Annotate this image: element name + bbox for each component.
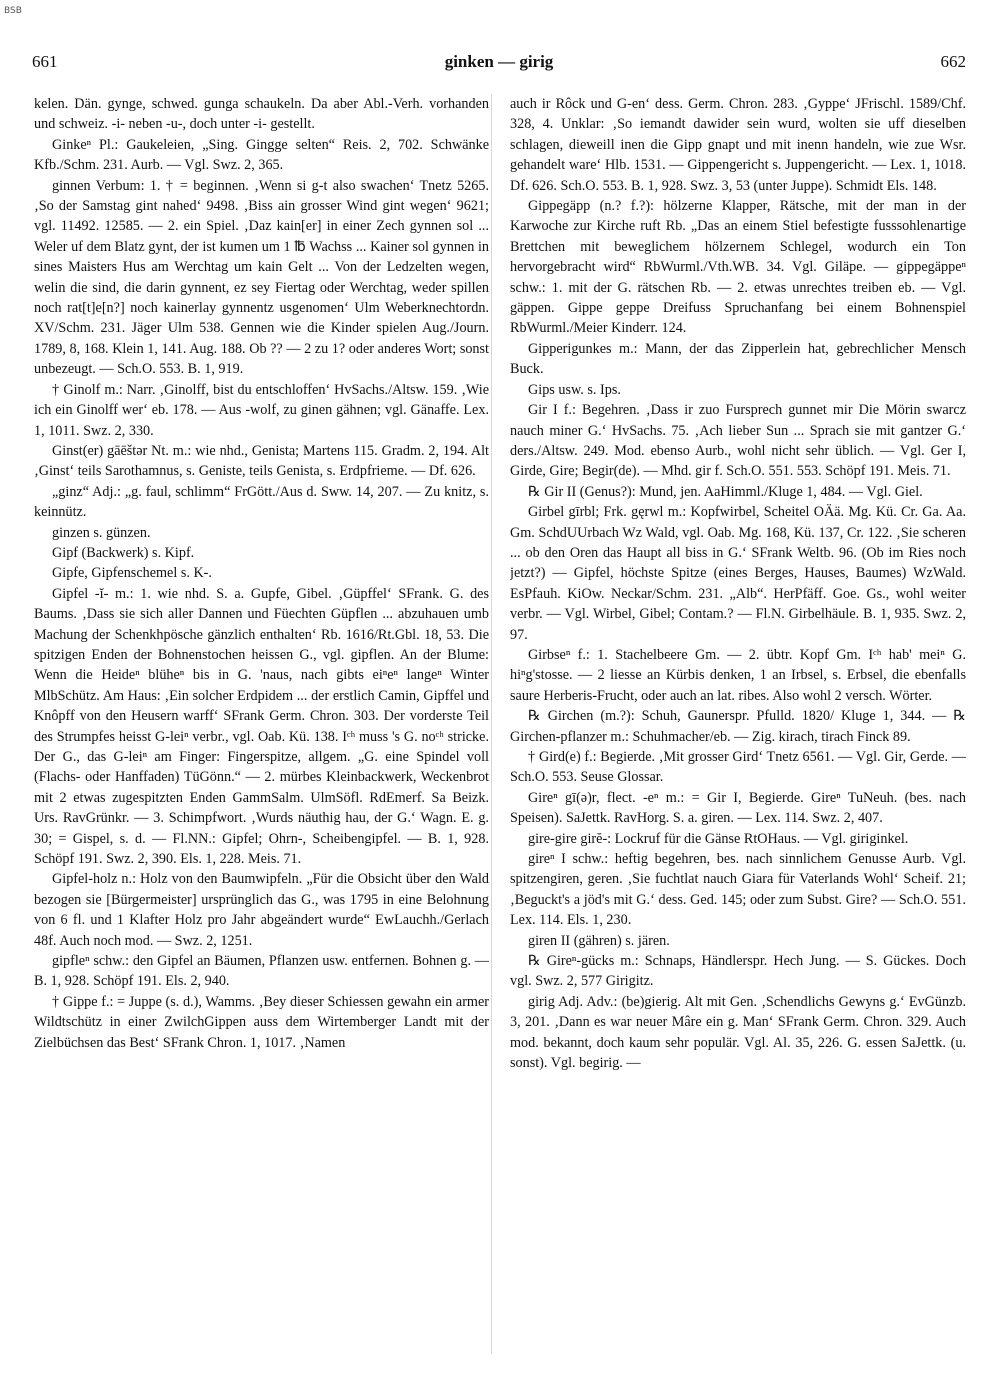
dictionary-entry: Girbseⁿ f.: 1. Stachelbeere Gm. — 2. übtr. Kopf Gm. Iᶜʰ hab' meiⁿ G. hiⁿg'stosse. — 2 liesse an Kürbis denken, 1 an Irbsel, s. Erbsel, die ebenfalls saure Herberis-Frucht, oder auch an lat. ribes. Also wohl 2 versch. Wörter.: [510, 646, 966, 704]
column-divider: [491, 94, 492, 1354]
library-stamp: BSB: [4, 6, 22, 16]
dictionary-entry: gipfleⁿ schw.: den Gipfel an Bäumen, Pflanzen usw. entfernen. Bohnen g. — B. 1, 928. Schöpf 191. Els. 2, 940.: [34, 953, 489, 990]
dictionary-entry: Ginkeⁿ Pl.: Gaukeleien, „Sing. Gingge selten“ Reis. 2, 702. Schwänke Kfb./Schm. 231. Aurb. — Vgl. Swz. 2, 365.: [34, 136, 489, 174]
dictionary-entry: ℞ Girchen (m.?): Schuh, Gaunerspr. Pfulld. 1820/ Kluge 1, 344. — ℞ Girchen-pflanzer m.: Schuhmacher/eb. — Zig. kirach, tirach Finck 89.: [510, 708, 966, 745]
dictionary-entry: „ginz“ Adj.: „g. faul, schlimm“ FrGött./Aus d. Sww. 14, 207. — Zu knitz, s. keinnütz.: [34, 483, 489, 521]
dictionary-entry: † Gird(e) f.: Begierde. ‚Mit grosser Gird‘ Tnetz 6561. — Vgl. Gir, Gerde. — Sch.O. 553. Seuse Glossar.: [510, 749, 966, 786]
dictionary-entry: Gipf (Backwerk) s. Kipf.: [52, 544, 195, 561]
running-title: ginken — girig: [444, 52, 554, 71]
dictionary-entry: Gipfe, Gipfenschemel s. K-.: [52, 565, 212, 582]
dictionary-entry: ℞ Gir II (Genus?): Mund, jen. AaHimml./Kluge 1, 484. — Vgl. Giel.: [528, 483, 923, 500]
dictionary-entry: Gippegäpp (n.? f.?): hölzerne Klapper, Rätsche, mit der man in der Karwoche zur Kirche ruft Rb. „Das an einem Stiel befestigte fusssohlenartige Brettchen mit beweglichem hölzernem Schlegel, wodurch ein Ton hervorgebracht wird“ RbWurml./Vth.WB. 34. Vgl. Giläpe. — gippegäppeⁿ schw.: 1. mit der G. rätschen Rb. — 2. etwas unrechtes treiben eb. — Vgl. gäppen. Gippe geppe Dreifuss Spruchanfang bei einem Bohnenspiel RbWurml./Meier Kinderr. 124.: [510, 198, 966, 337]
dictionary-entry: Gips usw. s. Ips.: [528, 381, 621, 398]
dictionary-entry: Girbel gīrbl; Frk. gęrwl m.: Kopfwirbel, Scheitel OÄä. Mg. Kü. Cr. Ga. Aa. Gm. SchdUUrbach Wz Wald, vgl. Oab. Mg. 168, Kü. 137, Cr. 122. ‚Sie scheren ... ob den Oren das Haupt all biss in G.‘ SFrank Weltb. 96. (Ob im Ries noch jetzt?) — Gipfel, höchste Spitze (eines Berges, Hauses, Baumes) WzWald. EsPfauh. KiOw. Neckar/Schm. 231. „Alb“. HerPfäff. Goe. Gs., wohl weiter verbr. — Vgl. Wirbel, Gibel; Contam.? — Fl.N. Girbelhäule. B. 1, 935. Swz. 2, 97.: [510, 504, 966, 643]
page-header: [32, 52, 966, 76]
dictionary-entry: Gipfel -ĭ- m.: 1. wie nhd. S. a. Gupfe, Gibel. ‚Güpffel‘ SFrank. G. des Baums. ‚Dass sie sich aller Dannen und Füechten Güpflen ... abzuhauen umb Machung der Schenkhpösche gänzlich enthalten‘ Rb. 1616/Rt.Gbl. 18, 53. Die spitzigen Enden der Bohnenstochen heissen G., vgl. gipflen. An der Blume: Wenn die Heideⁿ blüheⁿ bis in G. 'naus, nach gibts eiⁿeⁿ langeⁿ Winter MlbSchütz. Am Haus: ‚Ein solcher Erdpidem ... der erstlich Camin, Gipffel und Knôpff von den Heusern warff‘ SFrank Germ. Chron. 303. Der vorderste Teil des Strumpfes heisst G-leiⁿ verbr., vgl. Oab. Kü. 138. Iᶜʰ muss 's G. noᶜʰ stricke. Der G., das G-leiⁿ am Finger: Fingerspitze, allgem. „G. eine Spindel voll (Flachs- oder Hanffaden) TüGönn.“ — 2. mürbes Kleinbackwerk, Weckenbrot mit 2 etwas zugespitzten Enden GammSalm. UlmSöfl. RdEmerf. Sa Beizk. Urs. RavGrünkr. — 3. Schimpfwort. ‚Wurds näuthig hau, der G.‘ Wagn. E. g. 30; = Gispel, s. d. — Fl.NN.: Gipfel; Ohrn-, Scheibengipfel. — B. 1, 928. Schöpf 191. Swz. 2, 390. Els. 1, 228. Meis. 71.: [34, 585, 489, 868]
dictionary-entry: Ginst(er) gāēštər Nt. m.: wie nhd., Genista; Martens 115. Gradm. 2, 194. Alt ‚Ginst‘ teils Sarothamnus, s. Geniste, teils Genista, s. Erdpfrieme. — Df. 626.: [34, 442, 489, 480]
dictionary-entry: † Gippe f.: = Juppe (s. d.), Wamms. ‚Bey dieser Schiessen gewahn ein armer Wildtschütz in einer ZwilchGippen auss dem Wirtemberger Landt mit der Zielbüchsen das Best‘ SFrank Chron. 1, 1017. ‚Namen: [34, 993, 489, 1051]
dictionary-entry: giren II (gähren) s. jären.: [528, 932, 670, 949]
dictionary-entry: ginzen s. günzen.: [52, 524, 151, 541]
dictionary-entry: girig Adj. Adv.: (be)gierig. Alt mit Gen. ‚Schendlichs Gewyns g.‘ EvGünzb. 3, 201. ‚Dann es war neuer Mâre ein g. Man‘ SFrank Germ. Chron. 329. Auch mod. bekannt, doch kaum sehr populär. Vgl. Al. 35, 226. G. essen SaJettk. (u. sonst). Vgl. begirig. —: [510, 993, 966, 1072]
dictionary-entry: Gir I f.: Begehren. ‚Dass ir zuo Fursprech gunnet mir Die Mörin swarcz nauch miner G.‘ HvSachs. 75. ‚Ach lieber Sun ... Sprach sie mit gantzer G.‘ ders./Altsw. 249. Mod. ebenso Aurb., wohl nicht sehr üblich. — Vgl. Ger I, Girde, Gire; Begir(de). — Mhd. gir f. Sch.O. 551. 553. Schöpf 191. Meis. 71.: [510, 402, 966, 480]
dictionary-entry: † Ginolf m.: Narr. ‚Ginolff, bist du entschloffen‘ HvSachs./Altsw. 159. ‚Wie ich ein Ginolff wer‘ eb. 178. — Aus -wolf, zu ginen gähnen; vgl. Gänaffe. Lex. 1, 1011. Swz. 2, 330.: [34, 381, 489, 439]
dictionary-entry: kelen. Dän. gynge, schwed. gunga schaukeln. Da aber Abl.-Verh. vorhanden und schweiz. -i- neben -u-, doch unter -i- gestellt.: [34, 96, 489, 133]
left-page-number: 661: [32, 52, 58, 71]
dictionary-entry: ℞ Gireⁿ-gücks m.: Schnaps, Händlerspr. Hech Jung. — S. Gückes. Doch vgl. Swz. 2, 577 Girigitz.: [510, 953, 966, 990]
right-page-number: 662: [940, 52, 966, 71]
dictionary-entry: ginnen Verbum: 1. † = beginnen. ‚Wenn si g-t also swachen‘ Tnetz 5265. ‚So der Samstag gint nahed‘ 9498. ‚Biss ain grosser Wind gint wegen‘ 9621; vgl. 11492. 12585. — 2. ein Spiel. ‚Daz kain[er] in einer Zech gynnen sol ... Weler uf dem Blatz gynt, der ist kumen um 1 ℔ Wachss ... Kainer sol gynnen in sines Maisters Hus am Werchtag um kain Gelt ... Von der Ledzelten wegen, welin die sind, die darin gynnent, ez sey Fiertag oder Werchtag, weder spillen noch rat[t]e[n?] noch kainerlay gynnentz usgenomen‘ Ulm Weberknechtordn. XV/Schm. 231. Jäger Ulm 538. Gennen wie die Kinder spielen Aug./Journ. 1789, 8, 168. Klein 1, 141. Aug. 188. Ob ?? — 2 zu 1? oder anderes Wort; sonst unbezeugt. — Sch.O. 553. B. 1, 919.: [34, 177, 489, 378]
dictionary-entry: Gipfel-holz n.: Holz von den Baumwipfeln. „Für die Obsicht über den Wald bezogen sie [Bürgermeister] ursprünglich das G., was 1795 in eine Belohnung von 6 fl. und 1 Klafter Holz pro Jahr abgeändert wurde“ EwLauchh./Gerlach 48f. Auch noch mod. — Swz. 2, 1251.: [34, 871, 489, 949]
left-column: [34, 94, 489, 1356]
dictionary-entry: Gireⁿ gī(ə)r, flect. -eⁿ m.: = Gir I, Begierde. Gireⁿ TuNeuh. (bes. nach Speisen). SaJettk. RavHorg. S. a. giren. — Lex. 114. Swz. 2, 407.: [510, 789, 966, 827]
right-column: [510, 94, 966, 1356]
dictionary-entry: auch ir Rôck und G-en‘ dess. Germ. Chron. 283. ‚Gyppe‘ JFrischl. 1589/Chf. 328, 4. Unklar: ‚So iemandt dawider sein wurd, wolten sie uff dieselben schlagen, dieweill inen die Gipp gnapt und mit inenn handeln, wie zue Wsr. gehandelt ware‘ Hlb. 1531. — Gippengericht s. Juppengericht. — Lex. 1, 1018. Df. 626. Sch.O. 553. B. 1, 928. Swz. 3, 53 (unter Juppe). Schmidt Els. 148.: [510, 96, 966, 194]
dictionary-entry: Gipperigunkes m.: Mann, der das Zipperlein hat, gebrechlicher Mensch Buck.: [510, 340, 966, 378]
dictionary-entry: gire-gire girĕ-: Lockruf für die Gänse RtOHaus. — Vgl. giriginkel.: [528, 830, 909, 847]
dictionary-entry: gireⁿ I schw.: heftig begehren, bes. nach sinnlichem Genusse Aurb. Vgl. spitzengiren, geren. ‚Sie fuchtlat nauch Giara für Vaterlands Wohl‘ Scheif. 21; ‚Beguckt's a jöd's mit G.‘ dess. Ged. 145; oder zum Subst. Gire? — Sch.O. 551. Lex. 114. Els. 1, 230.: [510, 851, 966, 929]
